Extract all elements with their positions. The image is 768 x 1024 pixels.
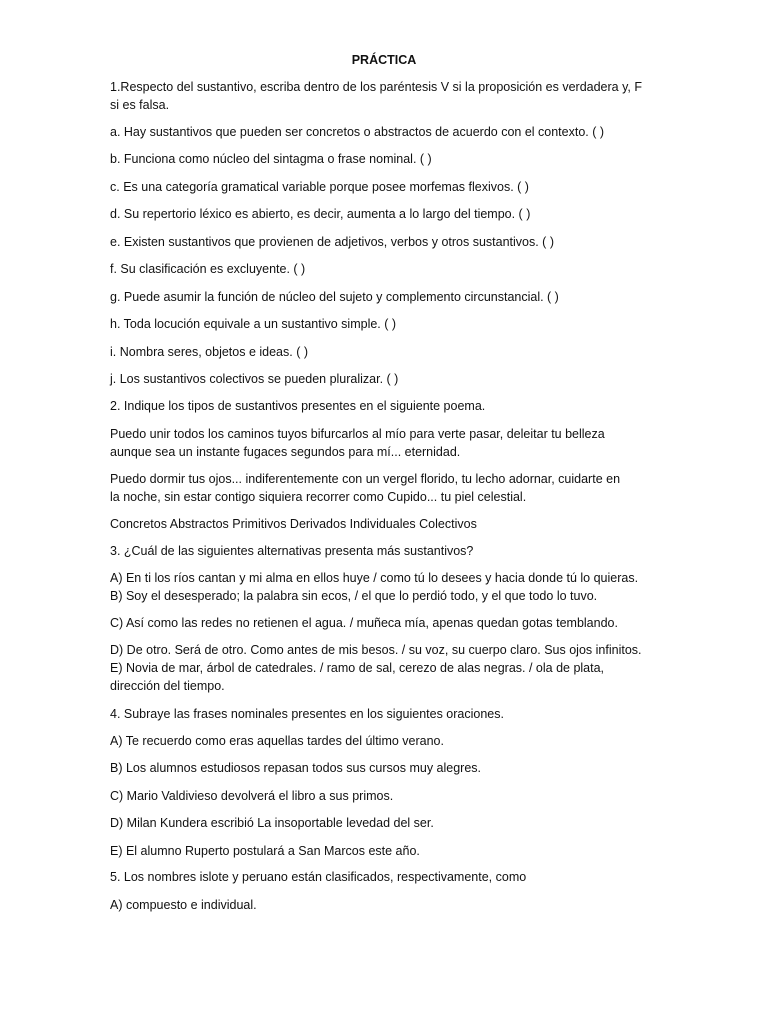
noun-types-list: Concretos Abstractos Primitivos Derivados Individuales Colectivos — [110, 517, 477, 531]
q1-item-g: g. Puede asumir la función de núcleo del sujeto y complemento circunstancial. ( ) — [110, 290, 559, 304]
page-title: PRÁCTICA — [351, 53, 417, 67]
q3-option-d: D) De otro. Será de otro. Como antes de mis besos. / su voz, su cuerpo claro. Sus ojos infinitos. — [110, 643, 642, 657]
poem-stanza1-line2: aunque sea un instante fugaces segundos para mí... eternidad. — [110, 445, 461, 459]
q4-option-d: D) Milan Kundera escribió La insoportable levedad del ser. — [110, 816, 434, 830]
q4-option-b: B) Los alumnos estudiosos repasan todos sus cursos muy alegres. — [110, 761, 482, 775]
q5-prompt: 5. Los nombres islote y peruano están clasificados, respectivamente, como — [110, 870, 527, 884]
q1-item-j: j. Los sustantivos colectivos se pueden pluralizar. ( ) — [110, 372, 399, 386]
q1-item-c: c. Es una categoría gramatical variable porque posee morfemas flexivos. ( ) — [110, 180, 529, 194]
q1-item-a: a. Hay sustantivos que pueden ser concretos o abstractos de acuerdo con el contexto. ( ) — [110, 125, 605, 139]
q3-prompt: 3. ¿Cuál de las siguientes alternativas presenta más sustantivos? — [110, 544, 474, 558]
q1-item-d: d. Su repertorio léxico es abierto, es decir, aumenta a lo largo del tiempo. ( ) — [110, 207, 531, 221]
q2-prompt: 2. Indique los tipos de sustantivos presentes en el siguiente poema. — [110, 399, 486, 413]
q1-item-i: i. Nombra seres, objetos e ideas. ( ) — [110, 345, 308, 359]
q1-item-b: b. Funciona como núcleo del sintagma o frase nominal. ( ) — [110, 152, 432, 166]
q3-option-e-line2: dirección del tiempo. — [110, 679, 225, 693]
q5-option-a: A) compuesto e individual. — [110, 898, 257, 912]
q4-prompt: 4. Subraye las frases nominales presentes en los siguientes oraciones. — [110, 707, 504, 721]
q3-option-b: B) Soy el desesperado; la palabra sin ecos, / el que lo perdió todo, y el que todo lo tuvo. — [110, 589, 598, 603]
q1-prompt-line2: si es falsa. — [110, 98, 170, 112]
q4-option-a: A) Te recuerdo como eras aquellas tardes del último verano. — [110, 734, 444, 748]
q1-item-f: f. Su clasificación es excluyente. ( ) — [110, 262, 306, 276]
poem-stanza2-line2: la noche, sin estar contigo siquiera recorrer como Cupido... tu piel celestial. — [110, 490, 527, 504]
q1-prompt-line1: 1.Respecto del sustantivo, escriba dentro de los paréntesis V si la proposición es verdadera y, F — [110, 80, 642, 94]
q1-item-e: e. Existen sustantivos que provienen de adjetivos, verbos y otros sustantivos. ( ) — [110, 235, 554, 249]
q1-item-h: h. Toda locución equivale a un sustantivo simple. ( ) — [110, 317, 397, 331]
q4-option-e: E) El alumno Ruperto postulará a San Marcos este año. — [110, 844, 420, 858]
q3-option-a: A) En ti los ríos cantan y mi alma en ellos huye / como tú lo desees y hacia donde tú lo quieras. — [110, 571, 639, 585]
poem-stanza2-line1: Puedo dormir tus ojos... indiferentemente con un vergel florido, tu lecho adornar, cuidarte en — [110, 472, 621, 486]
q3-option-e-line1: E) Novia de mar, árbol de catedrales. / ramo de sal, cerezo de alas negras. / ola de plata, — [110, 661, 605, 675]
poem-stanza1-line1: Puedo unir todos los caminos tuyos bifurcarlos al mío para verte pasar, deleitar tu belleza — [110, 427, 605, 441]
q4-option-c: C) Mario Valdivieso devolverá el libro a sus primos. — [110, 789, 394, 803]
q3-option-c: C) Así como las redes no retienen el agua. / muñeca mía, apenas quedan gotas temblando. — [110, 616, 618, 630]
